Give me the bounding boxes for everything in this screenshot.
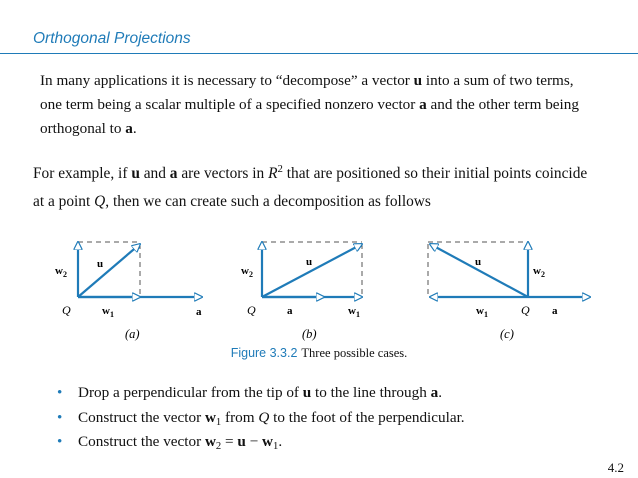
point-Q: Q [258,408,270,426]
intro-line-1 [40,69,579,93]
step-text: to the line through [311,384,431,401]
caption-label: Figure 3.3.2 [230,346,298,360]
example-text: For example, if [33,165,132,182]
vector-w2: w [204,433,216,450]
step-text: Drop a perpendicular from the tip of [78,384,303,401]
subscript: 1 [273,441,279,452]
intro-text: orthogonal to [40,120,126,137]
step-text: Construct the vector [78,408,205,426]
title-divider [0,53,638,54]
step-text: to the foot of the perpendicular. [269,408,465,426]
example-text: and [139,165,170,182]
step-text: . [278,433,283,450]
label-w2: $w_2$ [533,265,545,279]
vector-u-arrow [78,244,140,297]
label-u: u [475,256,482,268]
panel-tag: (b) [302,327,317,341]
decomposition-figure [40,232,610,352]
panel-c [428,242,590,341]
label-w2: $w_2$ [241,265,253,279]
label-w1: $w_1$ [476,305,488,319]
page-number: 4.2 [607,460,624,475]
vector-u-arrow [430,244,528,297]
label-w2: $w_2$ [55,265,67,279]
intro-text: one term being a scalar multiple of a specified nonzero vector [40,96,420,113]
caption-text: Three possible cases. [301,346,408,360]
vector-w1: w [262,433,273,450]
intro-text: into a sum of two terms, [422,72,574,89]
intro-text: . [132,120,137,137]
step-text: Construct the vector [78,433,205,450]
vector-u: u [237,433,246,450]
step-text: . [438,384,442,401]
panel-a [55,242,202,341]
example-text: that are positioned so their initial points coincide [282,165,588,182]
vector-a: a [419,96,427,113]
label-a: a [287,305,293,317]
intro-text: and the other term being [426,96,579,113]
label-w1: $w_1$ [348,305,360,319]
vector-u: u [413,72,423,89]
intro-line-3 [40,117,579,141]
steps-list [57,381,465,455]
vector-u: u [131,165,140,182]
example-text: are vectors in [177,165,269,182]
example-text: at a point [33,193,95,210]
intro-text: In many applications it is necessary to “decompose” a vector [40,72,414,89]
figure-caption [0,346,638,361]
list-item [57,381,465,406]
minus-sign: − [245,433,263,450]
vector-u-arrow [262,244,362,297]
panel-tag: (c) [500,327,514,341]
panel-tag: (a) [125,327,140,341]
intro-paragraph [40,69,579,141]
label-Q: Q [247,303,256,317]
label-w1: $w_1$ [102,305,114,319]
example-line-1 [33,160,587,188]
slide-title: Orthogonal Projections [33,30,191,47]
list-item [57,406,465,431]
bullet-icon: • [57,408,63,426]
equals-sign: = [221,433,238,450]
vector-w1: w [204,408,216,426]
example-line-2 [33,188,587,216]
bullet-icon: • [57,384,63,401]
point-Q: Q [94,193,106,210]
vector-a: a [125,120,133,137]
panel-b [241,242,362,341]
label-u: u [306,256,313,268]
example-paragraph [33,160,587,216]
space-exponent: 2 [277,163,283,175]
space-R: R [268,165,278,182]
label-Q: Q [521,303,530,317]
intro-line-2 [40,93,579,117]
label-u: u [97,258,104,270]
label-Q: Q [62,303,71,317]
subscript: 1 [215,416,222,428]
bullet-icon: • [57,433,63,450]
subscript: 2 [215,441,222,452]
label-a: a [196,306,202,318]
list-item [57,430,465,455]
vector-a: a [169,165,178,182]
vector-a: a [430,384,439,401]
example-text: , then we can create such a decomposition as follows [105,193,431,210]
step-text: from [221,408,259,426]
vector-u: u [302,384,312,401]
label-a: a [552,305,558,317]
